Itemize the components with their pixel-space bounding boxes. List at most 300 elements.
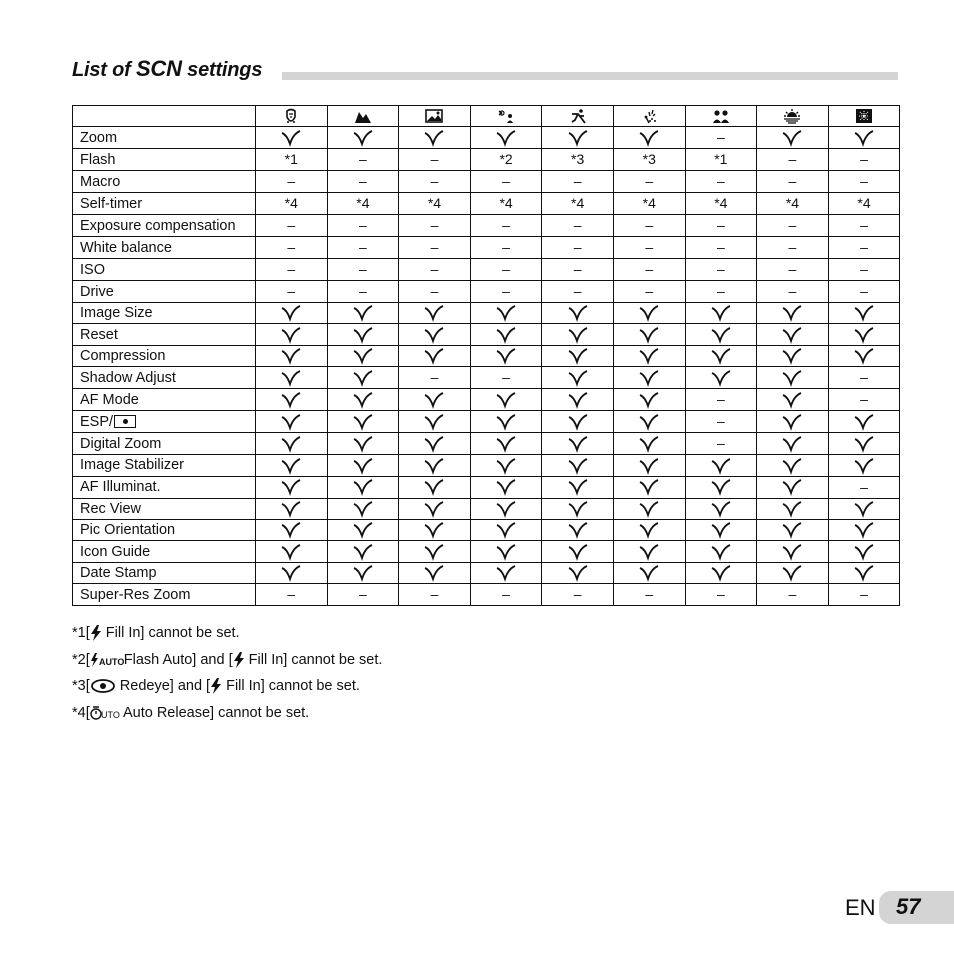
cell-unavailable [256, 281, 328, 303]
dash-mark: – [430, 239, 439, 255]
dash-mark: – [573, 173, 582, 189]
check-icon [711, 305, 731, 321]
cell-unavailable [399, 215, 471, 237]
cell-available [470, 498, 542, 519]
footnote-text: Flash Auto] and [ [119, 651, 233, 668]
cell-unavailable [542, 259, 614, 281]
row-label-text: Digital Zoom [80, 435, 162, 452]
check-icon [782, 436, 802, 452]
check-icon [281, 392, 301, 408]
cell-available [399, 541, 471, 562]
cell-note [685, 193, 757, 215]
cell-unavailable [685, 237, 757, 259]
cell-available [399, 127, 471, 149]
cell-available [256, 345, 328, 366]
cell-unavailable [613, 171, 685, 193]
check-icon [281, 458, 301, 474]
cell-unavailable [327, 584, 399, 606]
cell-available [685, 367, 757, 389]
cell-unavailable [256, 171, 328, 193]
page-number-tab [879, 891, 954, 924]
cell-unavailable [828, 584, 900, 606]
footnotes [72, 624, 382, 730]
table-row [73, 171, 900, 193]
check-icon [711, 522, 731, 538]
row-label-text: Image Size [80, 305, 153, 322]
cell-available [757, 541, 829, 562]
cell-unavailable [542, 584, 614, 606]
cell-unavailable [399, 259, 471, 281]
cell-available [757, 433, 829, 455]
night-portrait-icon [497, 108, 515, 124]
row-label-text: Compression [80, 347, 166, 364]
cell-available [399, 389, 471, 411]
cell-unavailable [327, 215, 399, 237]
dash-mark: – [502, 173, 510, 189]
dash-mark: – [430, 283, 439, 299]
check-icon [424, 414, 444, 430]
dash-mark: – [502, 586, 510, 603]
cell-available [613, 562, 685, 583]
table-row [73, 281, 900, 303]
cell-available [685, 455, 757, 476]
note-ref: *4 [857, 195, 871, 211]
check-icon [711, 479, 731, 495]
dash-mark: – [358, 283, 367, 299]
cell-unavailable [613, 237, 685, 259]
cell-note [542, 193, 614, 215]
dash-mark: – [287, 239, 296, 255]
row-label-text: Shadow Adjust [80, 369, 176, 386]
row-label [73, 455, 256, 476]
dash-mark: – [287, 217, 296, 233]
cell-available [542, 127, 614, 149]
check-icon [639, 348, 659, 364]
cell-available [828, 411, 900, 433]
cell-note [327, 193, 399, 215]
cell-unavailable [327, 149, 399, 171]
check-icon [424, 479, 444, 495]
dash-mark: – [430, 261, 439, 277]
dash-mark: – [573, 217, 582, 233]
check-icon [854, 544, 874, 560]
cell-available [828, 345, 900, 366]
row-label-text: Icon Guide [80, 543, 151, 560]
cell-available [828, 455, 900, 476]
night-scene-icon [425, 108, 443, 124]
row-label-text: Reset [80, 326, 118, 343]
note-ref: *1 [284, 151, 298, 167]
page-number: 57 [896, 894, 921, 919]
check-icon [281, 522, 301, 538]
flash-auto-icon [90, 652, 125, 668]
row-label-text: Rec View [80, 500, 141, 517]
cell-note [470, 193, 542, 215]
dash-mark: – [716, 435, 725, 452]
language-label: EN [845, 895, 876, 920]
cell-available [256, 411, 328, 433]
check-icon [281, 544, 301, 560]
table-row [73, 303, 900, 324]
check-icon [424, 327, 444, 343]
cell-available [542, 562, 614, 583]
check-icon [424, 130, 444, 146]
dash-mark: – [430, 369, 439, 386]
cell-available [542, 303, 614, 324]
table-row [73, 519, 900, 540]
row-label-text: Self-timer [80, 195, 143, 212]
footnote-prefix: *1[ [72, 625, 90, 641]
cell-available [828, 433, 900, 455]
dash-mark: – [645, 283, 654, 299]
cell-available [470, 541, 542, 562]
cell-available [757, 127, 829, 149]
cell-unavailable [256, 584, 328, 606]
check-icon [782, 479, 802, 495]
cell-unavailable [399, 281, 471, 303]
check-icon [782, 327, 802, 343]
cell-unavailable [757, 171, 829, 193]
flash-icon [233, 652, 245, 668]
note-ref: *4 [427, 195, 442, 211]
row-label [73, 541, 256, 562]
cell-available [399, 345, 471, 366]
cell-unavailable [327, 171, 399, 193]
table-row [73, 498, 900, 519]
check-icon [782, 522, 802, 538]
dash-mark: – [430, 173, 439, 189]
row-label [73, 171, 256, 193]
cell-unavailable [256, 237, 328, 259]
check-icon [353, 436, 373, 452]
cell-unavailable [685, 389, 757, 411]
check-icon [711, 348, 731, 364]
row-label-text: AF Illuminat. [80, 479, 161, 496]
cell-available [470, 389, 542, 411]
cell-available [327, 455, 399, 476]
cell-unavailable [470, 367, 542, 389]
cell-available [470, 476, 542, 498]
cell-available [542, 433, 614, 455]
cell-available [613, 303, 685, 324]
check-icon [711, 458, 731, 474]
cell-available [542, 498, 614, 519]
cell-available [542, 324, 614, 345]
cell-unavailable [470, 584, 542, 606]
check-icon [353, 327, 373, 343]
dash-mark: – [502, 369, 510, 386]
cell-available [685, 498, 757, 519]
cell-available [327, 498, 399, 519]
row-label [73, 193, 256, 215]
self-portrait-icon [712, 108, 730, 124]
dash-mark: – [573, 283, 582, 299]
dash-mark: – [788, 239, 797, 255]
note-ref: *3 [571, 151, 585, 167]
cell-available [542, 541, 614, 562]
cell-available [327, 127, 399, 149]
cell-note [256, 149, 328, 171]
check-icon [639, 544, 659, 560]
check-icon [782, 370, 802, 386]
check-icon [424, 544, 444, 560]
note-ref: *4 [356, 195, 370, 211]
cell-available [685, 541, 757, 562]
cell-available [399, 324, 471, 345]
cell-unavailable [685, 171, 757, 193]
check-icon [496, 544, 516, 560]
footnote [72, 651, 382, 678]
cell-available [399, 303, 471, 324]
check-icon [854, 348, 874, 364]
check-icon [353, 458, 373, 474]
row-label [73, 281, 256, 303]
check-icon [568, 522, 588, 538]
note-ref: *4 [571, 195, 585, 211]
note-ref: *4 [785, 195, 800, 211]
cell-unavailable [542, 281, 614, 303]
note-ref: *2 [499, 151, 513, 167]
cell-available [757, 455, 829, 476]
dash-mark: – [788, 217, 797, 233]
cell-available [685, 562, 757, 583]
row-label-text: Drive [80, 283, 114, 300]
check-icon [424, 305, 444, 321]
cell-unavailable [828, 171, 900, 193]
row-label-text: Flash [80, 151, 116, 168]
check-icon [281, 436, 301, 452]
row-label-text: Date Stamp [80, 564, 157, 581]
row-label [73, 411, 256, 433]
table-row [73, 541, 900, 562]
row-label [73, 149, 256, 171]
check-icon [711, 544, 731, 560]
check-icon [711, 565, 731, 581]
check-icon [639, 327, 659, 343]
row-label [73, 259, 256, 281]
cell-unavailable [542, 215, 614, 237]
cell-unavailable [399, 171, 471, 193]
cell-available [256, 498, 328, 519]
scn-settings-table [72, 105, 900, 606]
cell-unavailable [256, 215, 328, 237]
cell-unavailable [685, 411, 757, 433]
column-header-8 [828, 106, 900, 127]
dash-mark: – [860, 586, 868, 603]
cell-available [757, 367, 829, 389]
header-row [73, 106, 900, 127]
cell-available [470, 324, 542, 345]
row-label-text: Image Stabilizer [80, 457, 184, 474]
check-icon [639, 522, 659, 538]
column-header-3 [470, 106, 542, 127]
cell-available [470, 127, 542, 149]
footnote-prefix: *4[ [72, 704, 90, 721]
cell-unavailable [828, 259, 900, 281]
dash-mark: – [788, 173, 797, 189]
flash-icon [210, 678, 222, 694]
check-icon [568, 565, 588, 581]
fireworks-icon [855, 108, 873, 124]
column-header-5 [613, 106, 685, 127]
cell-available [256, 127, 328, 149]
check-icon [782, 414, 802, 430]
cell-available [828, 519, 900, 540]
check-icon [353, 414, 373, 430]
cell-unavailable [757, 237, 829, 259]
cell-available [327, 303, 399, 324]
note-ref: *4 [714, 195, 728, 211]
check-icon [854, 458, 874, 474]
cell-unavailable [757, 149, 829, 171]
cell-available [613, 127, 685, 149]
header-blank [73, 106, 256, 127]
note-ref: *4 [499, 195, 513, 211]
check-icon [424, 458, 444, 474]
dash-mark: – [860, 283, 868, 299]
cell-available [256, 476, 328, 498]
footnote-prefix: *3[ [72, 678, 90, 694]
dash-mark: – [287, 586, 296, 603]
check-icon [281, 565, 301, 581]
footnote-text: Auto Release] cannot be set. [119, 704, 310, 721]
check-icon [353, 522, 373, 538]
footnote [72, 704, 382, 731]
cell-unavailable [613, 215, 685, 237]
row-label [73, 476, 256, 498]
check-icon [424, 565, 444, 581]
cell-note [828, 193, 900, 215]
cell-available [613, 411, 685, 433]
check-icon [568, 370, 588, 386]
row-label-text: Exposure compensation [80, 217, 236, 234]
check-icon [281, 348, 301, 364]
check-icon [854, 414, 874, 430]
check-icon [568, 327, 588, 343]
check-icon [639, 565, 659, 581]
check-icon [854, 436, 874, 452]
cell-note [613, 193, 685, 215]
check-icon [854, 130, 874, 146]
cell-note [256, 193, 328, 215]
dash-mark: – [716, 239, 725, 255]
cell-available [613, 498, 685, 519]
dash-mark: – [716, 173, 725, 189]
cell-available [256, 455, 328, 476]
dash-mark: – [358, 217, 367, 233]
row-label-text: Pic Orientation [80, 522, 176, 539]
row-label [73, 498, 256, 519]
column-header-1 [327, 106, 399, 127]
check-icon [496, 522, 516, 538]
cell-available [757, 303, 829, 324]
check-icon [639, 458, 659, 474]
cell-unavailable [470, 237, 542, 259]
check-icon [854, 522, 874, 538]
cell-available [327, 345, 399, 366]
dash-mark: – [860, 369, 868, 386]
cell-available [757, 389, 829, 411]
dash-mark: – [502, 283, 510, 299]
cell-available [757, 519, 829, 540]
check-icon [496, 414, 516, 430]
cell-available [470, 345, 542, 366]
cell-note [757, 193, 829, 215]
cell-unavailable [256, 259, 328, 281]
column-header-2 [399, 106, 471, 127]
check-icon [353, 130, 373, 146]
check-icon [496, 327, 516, 343]
check-icon [353, 348, 373, 364]
cell-available [256, 433, 328, 455]
sunset-icon [783, 108, 801, 124]
auto-release-icon [90, 705, 120, 721]
row-label-text: ISO [80, 261, 105, 278]
landscape-icon [354, 108, 372, 124]
column-header-7 [757, 106, 829, 127]
cell-note [470, 149, 542, 171]
title-suffix: settings [181, 59, 263, 81]
check-icon [782, 305, 802, 321]
cell-available [470, 303, 542, 324]
cell-unavailable [327, 259, 399, 281]
check-icon [568, 392, 588, 408]
table-row [73, 389, 900, 411]
cell-available [685, 519, 757, 540]
cell-unavailable [327, 237, 399, 259]
table-row [73, 584, 900, 606]
cell-unavailable [470, 281, 542, 303]
dash-mark: – [860, 239, 868, 255]
dash-mark: – [860, 151, 868, 167]
dash-mark: – [716, 217, 725, 233]
cell-available [399, 519, 471, 540]
cell-note [542, 149, 614, 171]
cell-unavailable [685, 281, 757, 303]
check-icon [281, 305, 301, 321]
cell-available [542, 476, 614, 498]
check-icon [424, 522, 444, 538]
cell-unavailable [613, 584, 685, 606]
check-icon [281, 327, 301, 343]
cell-available [613, 389, 685, 411]
check-icon [568, 348, 588, 364]
cell-unavailable [613, 281, 685, 303]
dash-mark: – [860, 261, 868, 277]
check-icon [568, 479, 588, 495]
cell-available [542, 367, 614, 389]
dash-mark: – [860, 173, 868, 189]
cell-available [613, 455, 685, 476]
row-label [73, 303, 256, 324]
dash-mark: – [287, 173, 296, 189]
table-row [73, 215, 900, 237]
dash-mark: – [645, 239, 654, 255]
cell-available [399, 498, 471, 519]
dash-mark: – [430, 586, 439, 603]
note-ref: *1 [714, 151, 728, 167]
cell-available [828, 562, 900, 583]
spot-metering-icon [114, 415, 136, 428]
row-label [73, 519, 256, 540]
page-title [72, 56, 268, 82]
check-icon [496, 305, 516, 321]
check-icon [353, 305, 373, 321]
portrait-icon [282, 108, 300, 124]
footnote [72, 624, 382, 651]
row-label [73, 215, 256, 237]
row-label-text: ESP/ [80, 413, 114, 430]
